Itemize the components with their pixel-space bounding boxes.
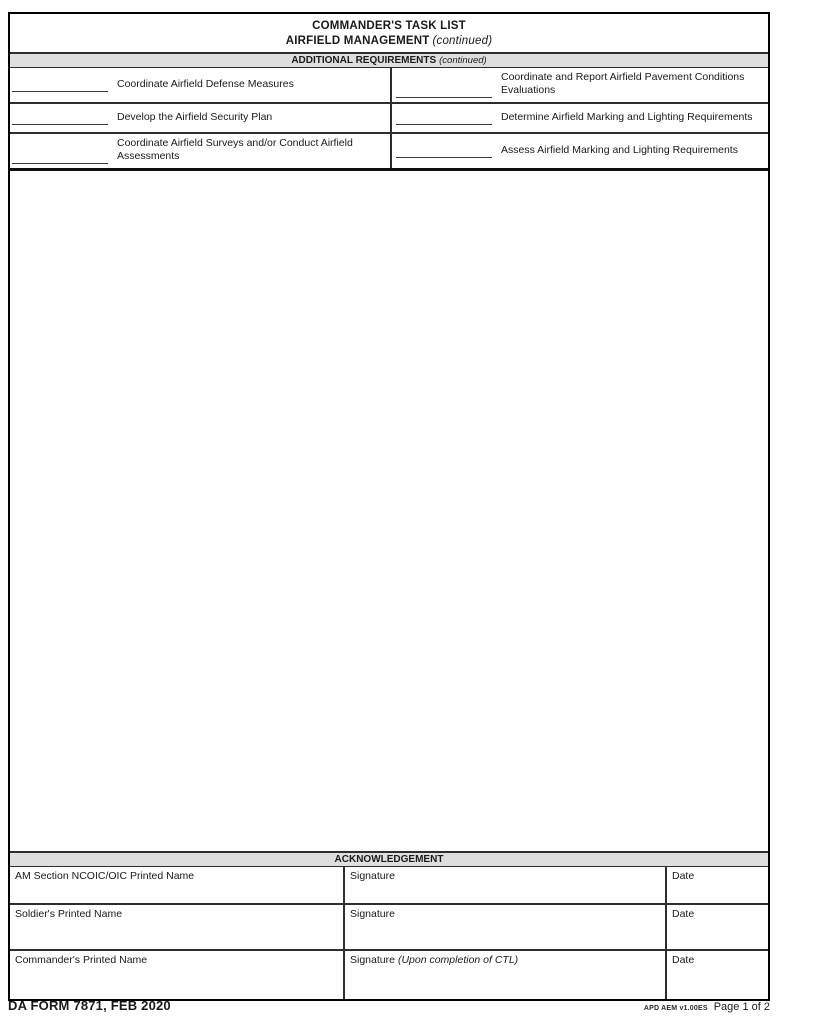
acknowledgement-table [10, 867, 768, 999]
task-label: Assess Airfield Marking and Lighting Requirements [501, 143, 738, 156]
task-label: Coordinate and Report Airfield Pavement Conditions Evaluations [501, 71, 745, 96]
task-initials-blank[interactable] [12, 152, 108, 164]
signature-field[interactable] [343, 867, 665, 903]
footer-right [644, 1001, 770, 1013]
acknowledgement-row [10, 951, 768, 999]
date-label: Date [672, 870, 695, 882]
task-cell-right [390, 104, 768, 132]
printed-name-label: Soldier's Printed Name [15, 908, 123, 920]
signature-field[interactable] [343, 905, 665, 949]
task-item [12, 137, 384, 164]
signature-note: (Upon completion of CTL) [397, 954, 519, 966]
form-header [10, 14, 768, 52]
printed-name-field[interactable] [10, 867, 343, 903]
task-label: Develop the Airfield Security Plan [117, 110, 273, 123]
signature-label: Signature [350, 954, 395, 966]
printed-name-label: AM Section NCOIC/OIC Printed Name [15, 870, 195, 882]
task-initials-blank[interactable] [12, 113, 108, 125]
signature-field[interactable] [343, 951, 665, 999]
date-label: Date [672, 954, 695, 966]
signature-label: Signature [350, 870, 395, 882]
form-subtitle-note: (continued) [432, 35, 493, 47]
da-form-7871 [8, 12, 770, 1001]
section-header-acknowledgement [10, 851, 768, 867]
form-subtitle-text: AIRFIELD MANAGEMENT [285, 35, 430, 47]
task-item [396, 111, 762, 125]
task-row [10, 68, 768, 104]
form-number: DA FORM 7871, FEB 2020 [8, 998, 171, 1013]
section-header-additional-requirements [10, 52, 768, 68]
form-title: COMMANDER'S TASK LIST [312, 20, 466, 32]
task-initials-blank[interactable] [396, 146, 492, 158]
task-row [10, 104, 768, 134]
page-indicator: Page 1 of 2 [713, 1001, 770, 1013]
task-cell-right [390, 68, 768, 102]
task-item [396, 144, 762, 158]
task-label: Coordinate Airfield Defense Measures [117, 77, 294, 90]
date-label: Date [672, 908, 695, 920]
additional-requirements-note: (continued) [439, 55, 487, 66]
task-item [12, 78, 384, 92]
task-table [10, 68, 768, 171]
date-field[interactable] [665, 951, 768, 999]
date-field[interactable] [665, 867, 768, 903]
apd-version: APD AEM v1.00ES [643, 1005, 708, 1012]
task-cell-left [10, 104, 390, 132]
form-subtitle [10, 34, 768, 49]
task-initials-blank[interactable] [396, 113, 492, 125]
printed-name-field[interactable] [10, 951, 343, 999]
task-cell-right [390, 134, 768, 168]
form-footer [8, 998, 770, 1013]
task-row [10, 134, 768, 171]
task-cell-left [10, 68, 390, 102]
acknowledgement-label: ACKNOWLEDGEMENT [334, 854, 444, 865]
task-label: Coordinate Airfield Surveys and/or Conduct Airfield Assessments [117, 137, 353, 162]
date-field[interactable] [665, 905, 768, 949]
additional-requirements-label: ADDITIONAL REQUIREMENTS [291, 55, 437, 66]
task-initials-blank[interactable] [12, 80, 108, 92]
printed-name-label: Commander's Printed Name [15, 954, 148, 966]
signature-label: Signature [350, 908, 395, 920]
task-initials-blank[interactable] [396, 86, 492, 98]
task-cell-left [10, 134, 390, 168]
task-label: Determine Airfield Marking and Lighting Requirements [501, 110, 753, 123]
acknowledgement-row [10, 867, 768, 905]
empty-task-continuation-area [10, 171, 768, 851]
task-item [396, 71, 762, 98]
acknowledgement-row [10, 905, 768, 951]
task-item [12, 111, 384, 125]
printed-name-field[interactable] [10, 905, 343, 949]
